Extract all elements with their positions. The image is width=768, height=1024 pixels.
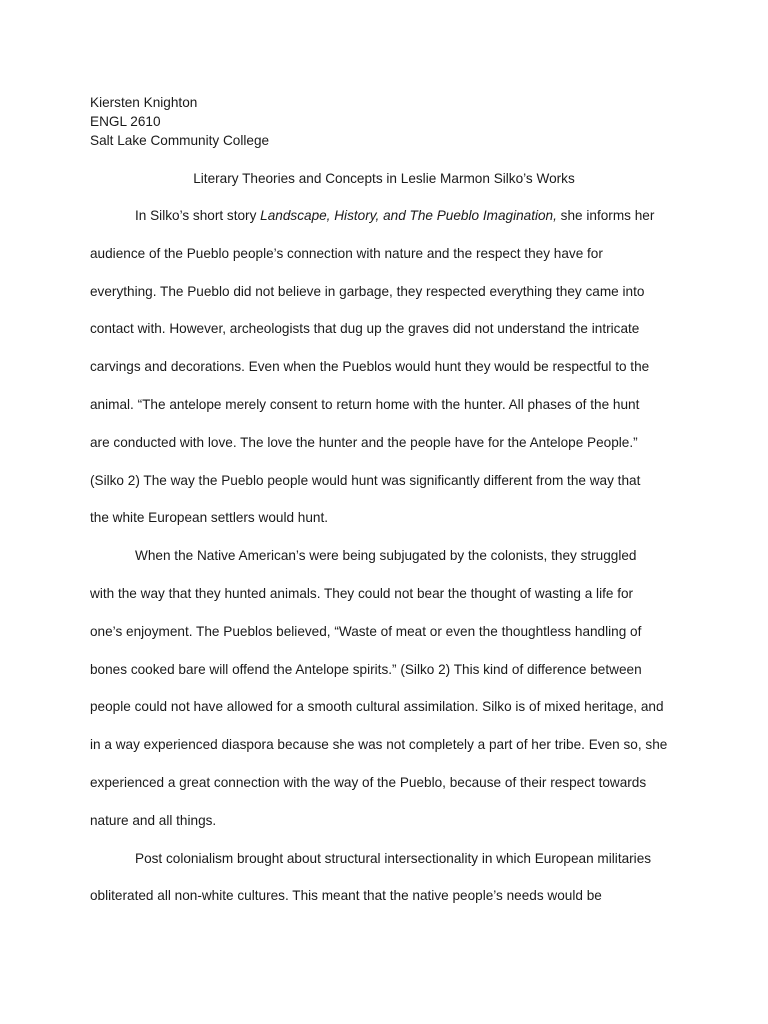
body-line <box>90 811 690 849</box>
body-line <box>90 282 690 320</box>
body-text-segment: nature and all things. <box>90 812 217 828</box>
body-line <box>90 433 690 471</box>
body-line <box>90 206 690 244</box>
body-line <box>90 244 690 282</box>
body-text-segment: bones cooked bare will offend the Antelope spirits.” (Silko 2) This kind of difference between <box>90 661 642 677</box>
body-text-segment: are conducted with love. The love the hunter and the people have for the Antelope People.” <box>90 434 638 450</box>
body-line <box>90 508 690 546</box>
body-line <box>90 357 690 395</box>
school-name: Salt Lake Community College <box>90 133 270 148</box>
body-text-segment: (Silko 2) The way the Pueblo people would hunt was significantly different from the way that <box>90 472 641 488</box>
body-line <box>90 735 690 773</box>
document-body <box>90 206 690 924</box>
body-line <box>90 622 690 660</box>
body-text-segment: carvings and decorations. Even when the Pueblos would hunt they would be respectful to the <box>90 359 650 375</box>
document-title: Literary Theories and Concepts in Leslie Marmon Silko’s Works <box>193 171 575 186</box>
body-text-segment: Post colonialism brought about structural intersectionality in which European militaries <box>135 850 652 866</box>
body-line <box>90 471 690 509</box>
course-code: ENGL 2610 <box>90 114 161 129</box>
body-line <box>90 773 690 811</box>
author-name: Kiersten Knighton <box>90 95 198 110</box>
body-text-segment: the white European settlers would hunt. <box>90 510 329 526</box>
body-line <box>90 886 690 924</box>
body-text-segment: contact with. However, archeologists that dug up the graves did not understand the intricate <box>90 321 640 337</box>
body-text-segment: obliterated all non-white cultures. This meant that the native people’s needs would be <box>90 888 602 904</box>
body-text-segment: When the Native American’s were being subjugated by the colonists, they struggled <box>135 548 637 564</box>
body-line <box>90 660 690 698</box>
body-line <box>90 319 690 357</box>
body-text-segment: experienced a great connection with the way of the Pueblo, because of their respect towards <box>90 774 647 790</box>
body-line <box>90 546 690 584</box>
body-text-segment: in a way experienced diaspora because she was not completely a part of her tribe. Even so, she <box>90 737 668 753</box>
body-text-segment: animal. “The antelope merely consent to return home with the hunter. All phases of the hunt <box>90 396 640 412</box>
body-line <box>90 584 690 622</box>
italic-title-text: Landscape, History, and The Pueblo Imagination, <box>260 208 557 223</box>
body-line <box>90 697 690 735</box>
body-text-segment: audience of the Pueblo people’s connection with nature and the respect they have for <box>90 245 603 261</box>
document-header <box>90 93 269 150</box>
body-line <box>90 849 690 887</box>
body-text-segment: she informs her <box>556 208 655 223</box>
body-line <box>90 395 690 433</box>
body-text-segment: people could not have allowed for a smooth cultural assimilation. Silko is of mixed heritage, and <box>90 699 664 715</box>
body-text-segment: In Silko’s short story <box>135 208 261 223</box>
body-text-segment: one’s enjoyment. The Pueblos believed, “Waste of meat or even the thoughtless handling of <box>90 623 642 639</box>
body-text-segment: everything. The Pueblo did not believe in garbage, they respected everything they came into <box>90 283 645 299</box>
body-text-segment: with the way that they hunted animals. They could not bear the thought of wasting a life for <box>90 585 634 601</box>
